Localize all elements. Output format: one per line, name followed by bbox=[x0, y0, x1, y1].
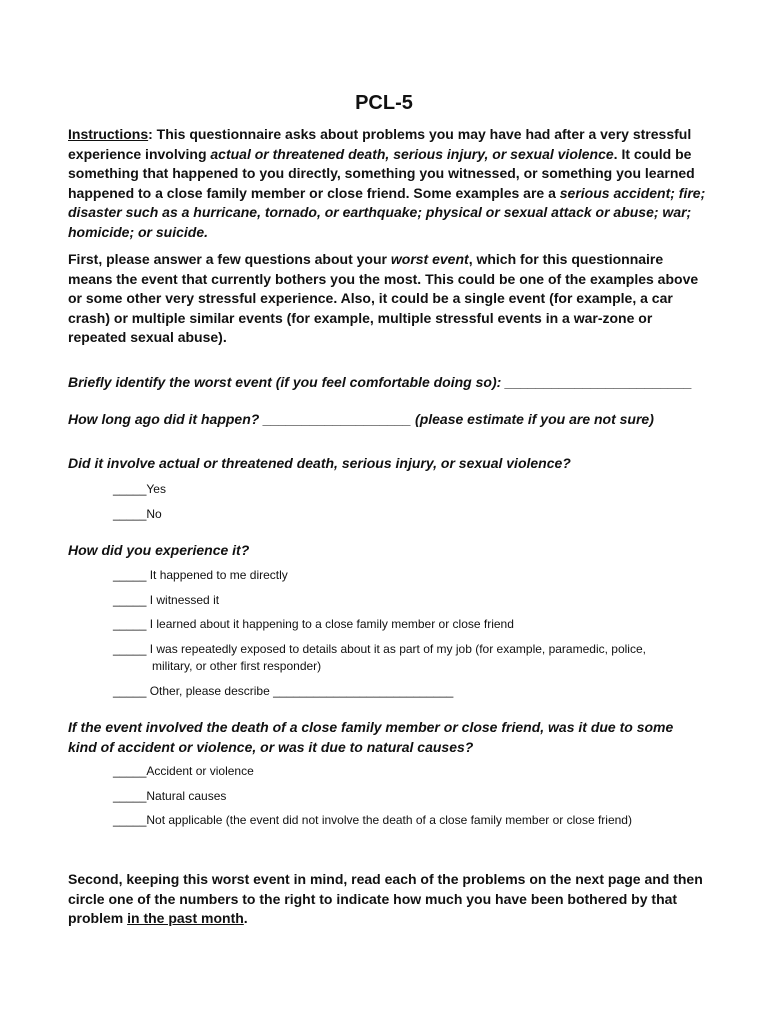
first-text-1: First, please answer a few questions about your bbox=[68, 251, 391, 267]
instructions-emphasis-1: actual or threatened death, serious injury, or sexual violence bbox=[210, 145, 614, 162]
instructions-label: Instructions bbox=[68, 126, 149, 142]
second-text-1: Second, keeping this worst event in mind, read each of the problems on the next page and then circle one of the numbers to the right to indicate how much you have been bothered by that problem bbox=[68, 871, 703, 927]
question-how-experienced: How did you experience it? bbox=[68, 542, 250, 558]
option-happened-directly[interactable]: _____ It happened to me directly bbox=[113, 568, 288, 582]
first-emphasis: worst event bbox=[390, 251, 469, 267]
first-paragraph bbox=[68, 250, 708, 348]
second-underline: in the past month bbox=[127, 910, 244, 927]
second-text-2: . bbox=[243, 910, 248, 927]
instructions-paragraph bbox=[68, 125, 708, 243]
option-no[interactable]: _____No bbox=[113, 507, 162, 521]
instructions-text-2: . It could be something that happened to you directly, something you witnessed, or something you learned happened to a close family member or close friend. Some examples are a bbox=[68, 145, 695, 201]
first-text-2: , which for this questionnaire means the event that currently bothers you the most. This could be one of the examples above or some other very stressful experience. Also, it could be a single event (for example, a car crash) or multiple similar events (for example, multiple stressful events in a war-zone or repeated sexual abuse). bbox=[68, 251, 699, 346]
question-involve-death: Did it involve actual or threatened death, serious injury, or sexual violence? bbox=[68, 455, 571, 471]
option-yes[interactable]: _____Yes bbox=[113, 482, 166, 496]
option-natural-causes[interactable]: _____Natural causes bbox=[113, 789, 227, 803]
option-witnessed[interactable]: _____ I witnessed it bbox=[113, 593, 220, 607]
second-paragraph bbox=[68, 870, 708, 929]
question-worst-event: Briefly identify the worst event (if you feel comfortable doing so): ________________________ bbox=[68, 374, 693, 390]
option-other-describe[interactable]: _____ Other, please describe ___________________________ bbox=[113, 684, 454, 698]
instructions-text-1: This questionnaire asks about problems you may have had after a very stressful experience involving bbox=[68, 126, 692, 162]
page-title: PCL-5 bbox=[355, 92, 413, 114]
question-how-long-ago: How long ago did it happen? ___________________ (please estimate if you are not sure) bbox=[68, 411, 654, 427]
option-accident-violence[interactable]: _____Accident or violence bbox=[113, 764, 254, 778]
instructions-colon: : bbox=[148, 126, 153, 142]
option-learned-about[interactable]: _____ I learned about it happening to a close family member or close friend bbox=[113, 617, 514, 631]
option-repeatedly-exposed-line2: military, or other first responder) bbox=[152, 658, 322, 673]
instructions-emphasis-2: serious accident; fire; disaster such as a hurricane, tornado, or earthquake; physical or sexual attack or abuse; war; homicide; or suicide. bbox=[68, 184, 706, 240]
option-repeatedly-exposed[interactable] bbox=[113, 641, 693, 674]
question-death-cause-line2: kind of accident or violence, or was it due to natural causes? bbox=[68, 738, 474, 755]
question-death-cause-line1: If the event involved the death of a close family member or close friend, was it due to some bbox=[68, 719, 674, 735]
option-repeatedly-exposed-line1: _____ I was repeatedly exposed to details about it as part of my job (for example, paramedic, police, bbox=[113, 642, 646, 656]
question-death-cause bbox=[68, 718, 728, 757]
option-not-applicable[interactable]: _____Not applicable (the event did not involve the death of a close family member or close friend) bbox=[113, 813, 632, 827]
